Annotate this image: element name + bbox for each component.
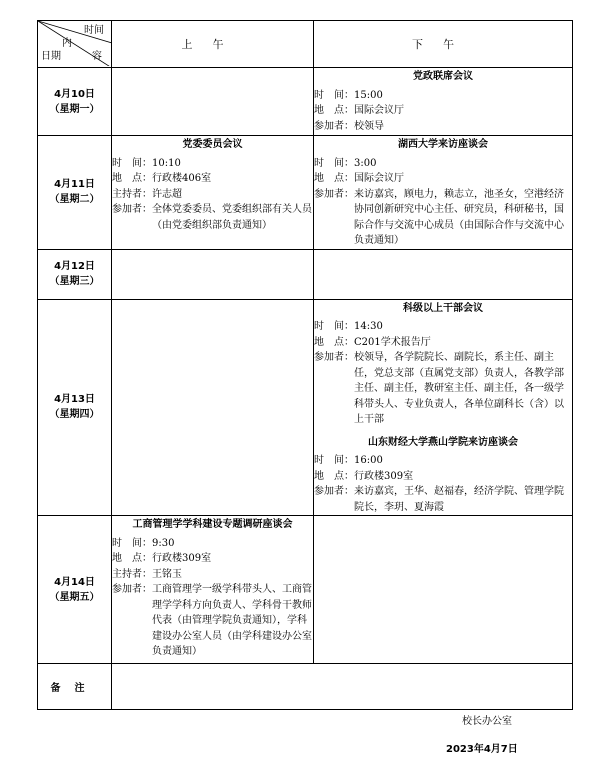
- event-line: [112, 171, 313, 187]
- event-line-value: 王铭玉: [152, 568, 182, 580]
- signature-date: 2023年4月7日: [446, 744, 518, 755]
- date-label: 4月14日: [54, 576, 95, 588]
- diagonal-header-cell: [38, 21, 112, 68]
- event: [112, 137, 313, 233]
- event-line-value: 14:30: [354, 321, 383, 332]
- event-line-key: 地 点：: [314, 173, 354, 184]
- event: [314, 301, 572, 428]
- event-line-key: 时 间：: [314, 157, 354, 169]
- event-line-key: 主持者：: [112, 188, 152, 200]
- cell-am: [112, 136, 314, 250]
- event-line-value: 国际会议厅: [354, 173, 404, 184]
- event-line-value: 3:00: [354, 157, 377, 169]
- event: [314, 435, 572, 516]
- diag-label-content-1: 内: [62, 38, 72, 49]
- event-line: [314, 350, 572, 428]
- event-line-value: 行政楼406室: [152, 173, 212, 184]
- cell-am: [112, 249, 314, 299]
- header-pm: 下午: [314, 21, 573, 68]
- event: [314, 137, 572, 249]
- event-line: [314, 319, 572, 335]
- event-line-value: 许志超: [152, 188, 182, 200]
- event-line-value: 10:10: [152, 157, 181, 169]
- event-line: [314, 156, 572, 172]
- event-title: 党委委员会议: [182, 139, 243, 150]
- event-line: [314, 171, 572, 187]
- date-cell: [38, 516, 112, 664]
- event-line-key: 参加者：: [112, 584, 152, 595]
- event-line-key: 时 间：: [112, 157, 152, 169]
- event-line-key: 参加者：: [314, 486, 354, 497]
- event-line: [112, 156, 313, 172]
- event-line: [314, 335, 572, 351]
- event-line-value: C201学术报告厅: [354, 336, 431, 348]
- event-line: [314, 119, 572, 135]
- event-line-value: 来访嘉宾，王华、赵福春，经济学院、管理学院院长，李玥、夏海霞: [354, 486, 564, 513]
- event-line: [112, 582, 313, 660]
- schedule-row: [38, 68, 573, 136]
- event-line-value: 9:30: [152, 537, 175, 549]
- event-line: [112, 567, 313, 583]
- event-line-key: 地 点：: [112, 553, 152, 564]
- event-line: [112, 187, 313, 203]
- event-line-key: 参加者：: [314, 120, 354, 132]
- event-line-value: 行政楼309室: [354, 470, 414, 482]
- event-gap: [314, 428, 572, 434]
- event-line: [112, 202, 313, 233]
- event-line: [314, 103, 572, 119]
- cell-am: [112, 299, 314, 516]
- event-line-value: 行政楼309室: [152, 553, 212, 564]
- schedule-row: [38, 249, 573, 299]
- event-line-key: 参加者：: [314, 188, 354, 200]
- date-label: 4月12日: [54, 261, 95, 272]
- header-row: [38, 21, 573, 68]
- schedule-row: [38, 299, 573, 516]
- event-line-value: 校领导: [354, 120, 384, 132]
- date-cell: [38, 299, 112, 516]
- event-line-key: 参加者：: [112, 204, 152, 215]
- date-cell: [38, 249, 112, 299]
- weekday-label: （星期一）: [49, 103, 100, 115]
- cell-pm: [314, 299, 573, 516]
- diag-label-time: 时间: [84, 25, 104, 36]
- event-title: 科级以上干部会议: [403, 302, 483, 314]
- weekly-schedule-table: [37, 20, 573, 710]
- cell-pm: [314, 136, 573, 250]
- schedule-row: [38, 136, 573, 250]
- event-line-value: 校领导，各学院院长、副院长，系主任、副主任，党总支部（直属党支部）负责人，各教学部主任、副主任，教研室主任、副主任，各一级学科带头人、专业负责人，各单位副科长（含）以上干部: [354, 352, 564, 425]
- event-line-key: 地 点：: [314, 470, 354, 482]
- event-line-key: 参加者：: [314, 352, 354, 363]
- event-line: [112, 551, 313, 567]
- header-am: 上午: [112, 21, 314, 68]
- event-line: [314, 187, 572, 249]
- weekday-label: （星期四）: [49, 409, 100, 421]
- date-label: 4月11日: [54, 179, 95, 191]
- event-line-key: 主持者：: [112, 568, 152, 580]
- event-line-key: 地 点：: [314, 336, 354, 348]
- date-cell: [38, 68, 112, 136]
- event-line-value: 来访嘉宾，顾电力，赖志立，池圣女，空港经济协同创新研究中心主任、研究员，科研秘书，国际合作与交流中心成员（由国际合作与交流中心负责通知）: [354, 188, 564, 246]
- signature-office: 校长办公室: [462, 716, 512, 727]
- date-label: 4月13日: [54, 394, 95, 406]
- cell-pm: [314, 68, 573, 136]
- event-line-key: 时 间：: [314, 455, 354, 466]
- event-line: [314, 484, 572, 515]
- schedule-row: [38, 516, 573, 664]
- event-line-value: 全体党委委员、党委组织部有关人员（由党委组织部负责通知）: [152, 204, 312, 231]
- cell-pm: [314, 516, 573, 664]
- event-line: [314, 88, 572, 104]
- date-label: 4月10日: [54, 88, 95, 100]
- event-title: 党政联席会议: [413, 71, 473, 82]
- event-line: [112, 536, 313, 552]
- event-title: 工商管理学学科建设专题调研座谈会: [132, 519, 293, 530]
- remarks-row: [38, 664, 573, 710]
- event-line-key: 地 点：: [112, 173, 152, 184]
- event-line-value: 国际会议厅: [354, 105, 404, 116]
- weekday-label: （星期二）: [49, 194, 100, 206]
- event-line-value: 工商管理学一级学科带头人、工商管理学学科方向负责人、学科骨干教师代表（由管理学院负责通知），学科建设办公室人员（由学科建设办公室负责通知）: [152, 584, 312, 657]
- weekday-label: （星期五）: [49, 591, 100, 603]
- cell-pm: [314, 249, 573, 299]
- event-line-key: 时 间：: [314, 321, 354, 332]
- event-line: [314, 453, 572, 469]
- diag-label-content-2: 容: [92, 51, 102, 62]
- cell-am: [112, 516, 314, 664]
- event-line-key: 时 间：: [112, 537, 152, 549]
- event: [112, 517, 313, 660]
- event-line-value: 16:00: [354, 455, 383, 466]
- event-title: 湖西大学来访座谈会: [398, 139, 488, 150]
- cell-am: [112, 68, 314, 136]
- event-line-key: 地 点：: [314, 105, 354, 116]
- diag-label-date: 日期: [41, 51, 61, 62]
- remarks-content: [112, 664, 573, 710]
- event-line: [314, 469, 572, 485]
- event-title: 山东财经大学燕山学院来访座谈会: [368, 436, 518, 448]
- remarks-label: 备注: [38, 664, 112, 710]
- event-line-key: 时 间：: [314, 89, 354, 101]
- weekday-label: （星期三）: [49, 276, 100, 287]
- date-cell: [38, 136, 112, 250]
- event: [314, 69, 572, 134]
- event-line-value: 15:00: [354, 89, 383, 101]
